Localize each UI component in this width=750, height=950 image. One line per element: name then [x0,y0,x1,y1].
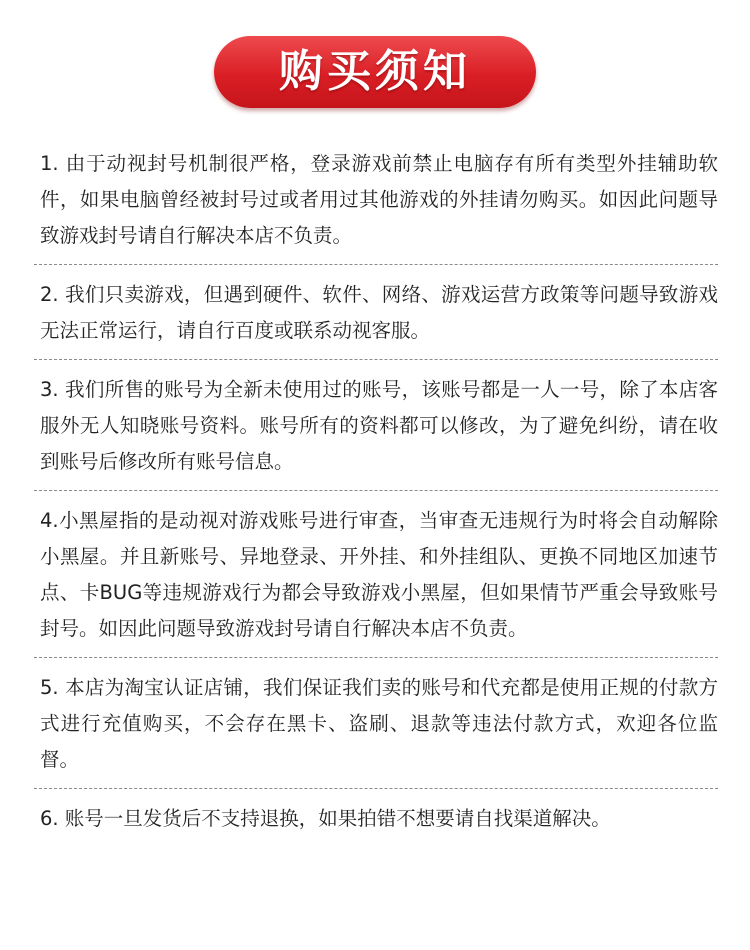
notice-item-4: 4.小黑屋指的是动视对游戏账号进行审查，当审查无违规行为时将会自动解除小黑屋。并且新账号、异地登录、开外挂、和外挂组队、更换不同地区加速节点、卡BUG等违规游戏行为都会导致游戏小黑屋，但如果情节严重会导致账号封号。如因此问题导致游戏封号请自行解决本店不负责。 [40,509,718,640]
notice-item-3: 3. 我们所售的账号为全新未使用过的账号，该账号都是一人一号，除了本店客服外无人知晓账号资料。账号所有的资料都可以修改，为了避免纠纷，请在收到账号后修改所有账号信息。 [40,378,718,473]
page-title: 购买须知 [279,46,471,97]
dashed-divider [34,657,718,658]
dashed-divider [34,359,718,360]
notice-list [34,146,718,837]
notice-item-1: 1. 由于动视封号机制很严格，登录游戏前禁止电脑存有所有类型外挂辅助软件，如果电脑曾经被封号过或者用过其他游戏的外挂请勿购买。如因此问题导致游戏封号请自行解决本店不负责。 [40,152,718,247]
dashed-divider [34,264,718,265]
dashed-divider [34,490,718,491]
notice-item-6: 6. 账号一旦发货后不支持退换，如果拍错不想要请自找渠道解决。 [40,807,611,830]
title-banner [214,36,536,108]
notice-item-5: 5. 本店为淘宝认证店铺，我们保证我们卖的账号和代充都是使用正规的付款方式进行充值购买，不会存在黑卡、盗刷、退款等违法付款方式，欢迎各位监督。 [40,676,718,771]
notice-item-2: 2. 我们只卖游戏，但遇到硬件、软件、网络、游戏运营方政策等问题导致游戏无法正常运行，请自行百度或联系动视客服。 [40,283,718,342]
dashed-divider [34,788,718,789]
